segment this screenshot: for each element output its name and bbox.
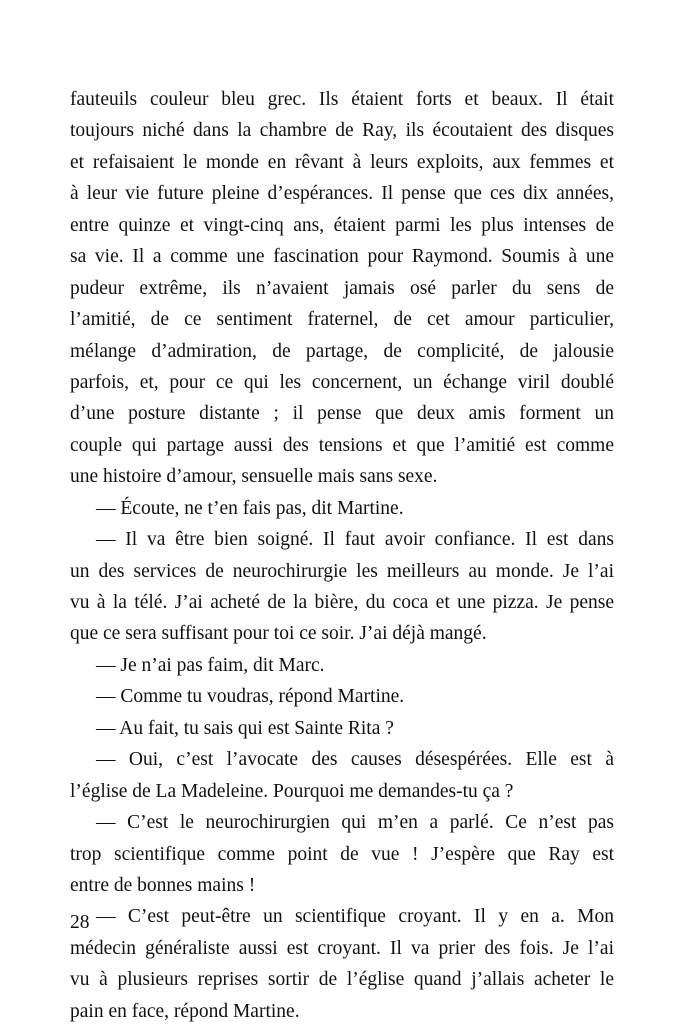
paragraph — [70, 84, 614, 493]
text-line: — Au fait, tu sais qui est Sainte Rita ? — [96, 717, 394, 739]
text-line: que ce sera suffisant pour toi ce soir. J’ai déjà mangé. — [70, 623, 487, 645]
text-line: d’une posture distante ; il pense que deux amis forment un — [70, 403, 614, 425]
text-line: — Oui, c’est l’avocate des causes désespérées. Elle est à — [96, 749, 614, 771]
body-text — [70, 84, 614, 1027]
text-line: — C’est peut-être un scientifique croyant. Il y en a. Mon — [96, 906, 614, 928]
text-line: vu à la télé. J’ai acheté de la bière, du coca et une pizza. Je pense — [70, 592, 614, 613]
text-line: médecin généraliste aussi est croyant. Il va prier des fois. Je l’ai — [70, 937, 614, 959]
text-line: et refaisaient le monde en rêvant à leurs exploits, aux femmes et — [70, 151, 614, 173]
text-line: mélange d’admiration, de partage, de complicité, de jalousie — [70, 340, 614, 362]
text-line: entre de bonnes mains ! — [70, 874, 256, 896]
paragraph — [70, 807, 614, 901]
text-line: — C’est le neurochirurgien qui m’en a parlé. Ce n’est pas — [96, 812, 614, 834]
text-line: pudeur extrême, ils n’avaient jamais osé parler du sens de — [70, 277, 614, 299]
text-line: — Écoute, ne t’en fais pas, dit Martine. — [96, 497, 404, 519]
text-line: une histoire d’amour, sensuelle mais sans sexe. — [70, 466, 438, 488]
text-line: l’amitié, de ce sentiment fraternel, de cet amour particulier, — [70, 309, 614, 331]
paragraph — [70, 744, 614, 807]
text-line: — Je n’ai pas faim, dit Marc. — [96, 654, 325, 676]
text-line: couple qui partage aussi des tensions et que l’amitié est comme — [70, 434, 614, 456]
text-line: vu à plusieurs reprises sortir de l’église quand j’allais acheter le — [70, 969, 614, 991]
text-line: sa vie. Il a comme une fascination pour Raymond. Soumis à une — [70, 246, 614, 268]
paragraph — [70, 493, 614, 524]
text-line: à leur vie future pleine d’espérances. Il pense que ces dix années, — [70, 183, 614, 205]
text-line: — Comme tu voudras, répond Martine. — [96, 686, 405, 708]
text-line: pain en face, répond Martine. — [70, 1000, 300, 1022]
paragraph — [70, 713, 614, 744]
paragraph — [70, 681, 614, 712]
text-line: entre quinze et vingt-cinq ans, étaient parmi les plus intenses de — [70, 214, 614, 236]
text-line: toujours niché dans la chambre de Ray, ils écoutaient des disques — [70, 120, 614, 142]
paragraph — [70, 524, 614, 650]
text-line: fauteuils couleur bleu grec. Ils étaient forts et beaux. Il était — [70, 89, 614, 110]
text-line: un des services de neurochirurgie les meilleurs au monde. Je l’ai — [70, 560, 614, 582]
paragraph — [70, 650, 614, 681]
text-line: — Il va être bien soigné. Il faut avoir confiance. Il est dans — [96, 529, 614, 551]
text-line: parfois, et, pour ce qui les concernent, un échange viril doublé — [70, 371, 614, 393]
text-line: l’église de La Madeleine. Pourquoi me demandes-tu ça ? — [70, 780, 514, 802]
page-number: 28 — [70, 912, 90, 933]
text-line: trop scientifique comme point de vue ! J’espère que Ray est — [70, 843, 614, 865]
paragraph — [70, 901, 614, 1027]
